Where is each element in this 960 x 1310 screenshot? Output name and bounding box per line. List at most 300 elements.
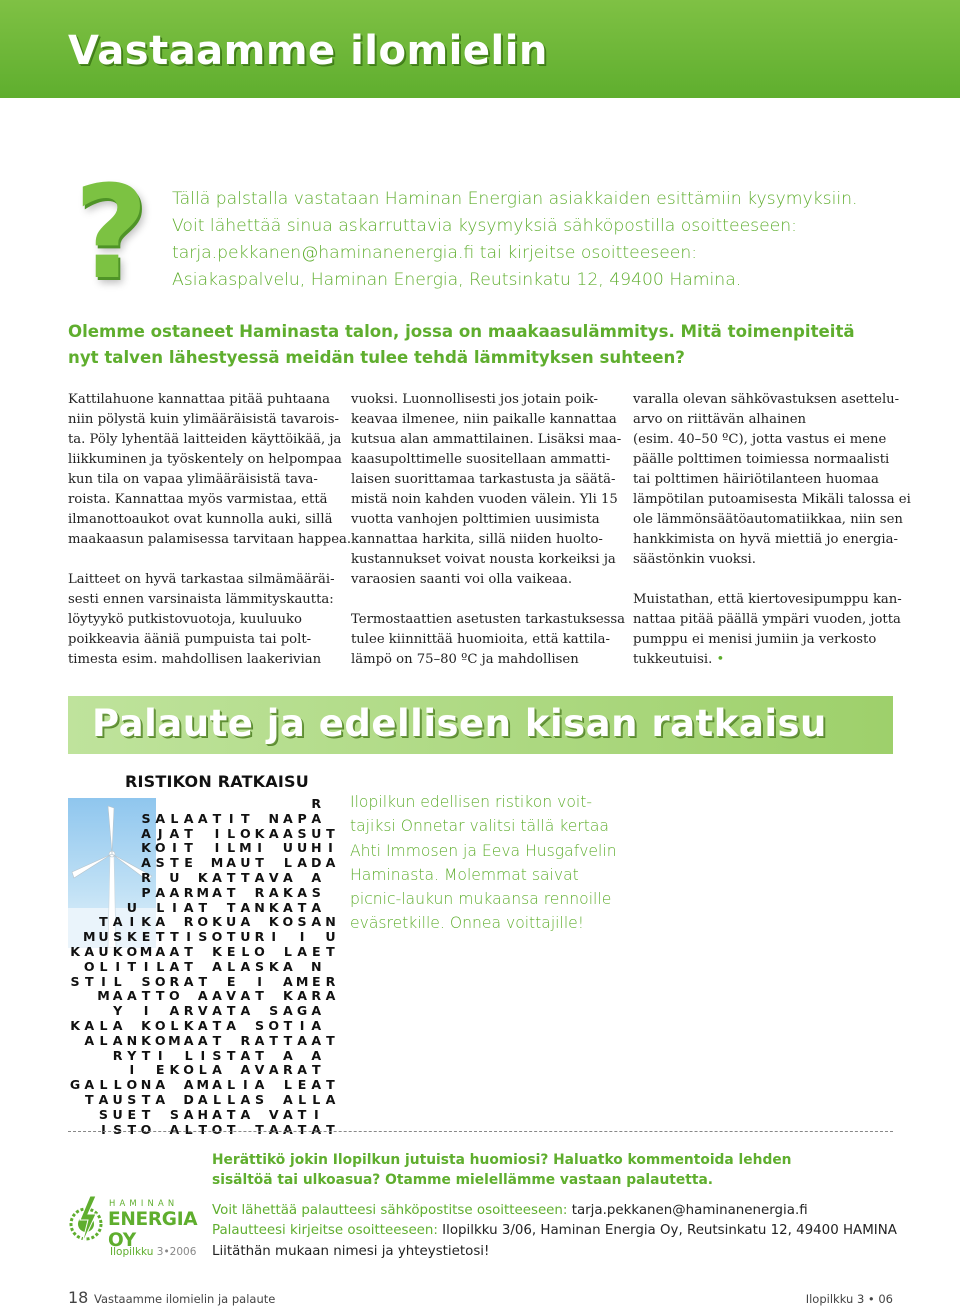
crossword-row [68,1077,335,1093]
crossword-cell [68,812,82,827]
crossword-cell [125,871,139,886]
crossword-cell: A [183,1077,194,1093]
crossword-cell [295,1049,309,1064]
answer-line: lämpötilan putoamisesta Mikäli talossa ei [633,492,911,507]
crossword-cell: A [212,1106,222,1122]
crossword-cell: K [141,1032,151,1048]
crossword-cell: O [169,988,180,1004]
crossword-cell: E [297,1077,307,1093]
crossword-cell [125,841,139,856]
crossword-cell: I [257,840,262,856]
crossword-cell: V [268,1106,279,1122]
crossword-cell: P [141,884,151,900]
answer-line: vuotta vanhojen polttimien uusimista [351,512,600,527]
crossword-cell: A [297,943,307,959]
crossword-cell: A [126,988,137,1004]
crossword-row [68,1121,335,1138]
crossword-cell: U [98,943,109,959]
crossword-cell: K [283,884,293,900]
crossword-cell [281,930,295,945]
crossword-cell: D [311,855,322,871]
crossword-cell: K [183,1017,194,1033]
crossword-cell: R [325,973,336,989]
crossword-cell: S [254,958,265,974]
crossword-cell: A [311,1077,322,1093]
crossword-cell [111,812,125,827]
answer-line: tulee kiinnittää huomioita, että kattila- [351,632,610,647]
dashed-divider [68,1131,893,1132]
answer-line: nattaa pitää päällä ympäri vuoden, jotta [633,612,901,627]
crossword-cell: A [254,1077,265,1093]
crossword-cell: U [112,1106,123,1122]
crossword-cell: T [255,855,264,871]
crossword-cell: A [297,1032,307,1048]
feedback-heading-line: sisältöä tai ulkoasua? Otamme mielellämme vastaan palautetta. [212,1172,713,1188]
crossword-cell [210,901,224,916]
crossword-cell: L [170,810,179,826]
crossword-cell [82,841,96,856]
crossword-cell: A [212,884,222,900]
crossword-cell: K [141,840,151,856]
crossword-cell: J [157,825,163,841]
crossword-cell: O [126,1077,138,1093]
crossword-cell: T [198,899,208,915]
crossword-cell [267,989,281,1004]
crossword-cell: L [99,958,108,974]
crossword-cell: A [212,958,222,974]
crossword-cell: T [269,1032,279,1048]
crossword-cell [281,797,295,812]
crossword-cell: T [297,1106,307,1122]
crossword-cell: I [172,840,177,856]
crossword-cell: T [226,1121,236,1137]
crossword-cell: K [126,929,137,945]
answer-line: löytyykö putkistovuotoja, kuuluuko [68,612,302,627]
crossword-cell: R [183,914,194,930]
answer-line: maakaasun palamisessa tarvitaan happea. [68,532,352,547]
crossword-cell [267,856,281,871]
crossword-cell: T [226,929,236,945]
header-banner [0,0,960,98]
crossword-cell: M [239,840,252,856]
crossword-cell [68,1063,82,1078]
crossword-cell [182,871,196,886]
crossword-row [68,1032,335,1049]
crossword-cell [224,1034,238,1049]
page-footer [68,1288,893,1308]
crossword-cell: R [240,1032,251,1048]
crossword-cell: S [254,1091,265,1107]
section-title: Palaute ja edellisen kisan ratkaisu [92,702,827,745]
answer-line: mistä noin kahden vuoden välein. Yli 15 [351,492,618,507]
answer-line: (esim. 40–50 ºC), jotta vastus ei mene [633,432,887,447]
crossword-cell [82,886,96,901]
crossword-cell: A [268,1121,279,1137]
crossword-cell: I [115,958,120,974]
answer-column-2 [351,390,626,670]
crossword-cell: U [98,929,109,945]
feedback-email-link[interactable]: tarja.pekkanen@haminanenergia.fi [571,1203,808,1218]
crossword-cell: M [295,973,309,989]
crossword-cell: K [268,958,279,974]
crossword-cell: T [84,1091,94,1107]
crossword-cell: S [127,1091,137,1107]
crossword-cell: A [98,1091,109,1107]
crossword-cell: A [311,1047,322,1063]
crossword-cell [196,827,210,842]
crossword-cell: L [283,855,292,871]
crossword-cell: E [226,943,236,959]
crossword-cell: L [99,1077,108,1093]
crossword-cell [153,797,167,812]
page-number: 18 [68,1288,89,1307]
crossword-cell: T [297,1121,307,1137]
answer-line: niin pölystä kuin ylimääräisistä tavarois- [68,412,339,427]
crossword-cell: T [155,929,165,945]
feedback-email-row [212,1201,902,1221]
crossword-cell: S [113,1121,123,1137]
crossword-row [68,840,333,856]
logo-line-1: HAMINAN [109,1198,179,1208]
crossword-cell [238,886,252,901]
crossword-cell [182,989,196,1004]
crossword-cell [267,1093,281,1108]
crossword-cell: A [212,1062,222,1078]
crossword-cell: M [196,884,210,900]
crossword-cell: A [240,914,251,930]
crossword-cell: L [283,1077,292,1093]
crossword-cell: I [271,929,277,945]
answer-line: timesta esim. mahdollisen laakerivian [68,652,322,667]
end-bullet-icon: • [716,652,725,667]
intro-line: Voit lähettää sinua askarruttavia kysymyksiä sähköpostilla osoitteeseen: [172,216,797,236]
question-line: nyt talven lähestyessä meidän tulee tehdä lämmityksen suhteen? [68,348,685,367]
crossword-cell: N [325,914,336,930]
crossword-cell: D [183,1091,194,1107]
crossword-cell: A [84,943,95,959]
crossword-cell: P [297,810,307,826]
crossword-cell: I [299,929,305,945]
crossword-cell [153,1123,167,1138]
crossword-cell: I [214,840,220,856]
crossword-row [68,886,328,901]
crossword-cell: A [155,884,166,900]
crossword-cell [210,975,224,990]
crossword-cell: K [141,1017,151,1033]
crossword-cell [139,797,153,812]
crossword-cell: G [69,1077,81,1093]
crossword-cell [111,841,125,856]
crossword-cell: A [212,988,222,1004]
crossword-cell: A [84,1017,95,1033]
crossword-cell: O [239,825,251,841]
crossword-title: RISTIKON RATKAISU [125,772,309,791]
feedback-heading [212,1150,902,1190]
crossword-cell: T [212,1032,222,1048]
crossword-cell: A [141,855,151,871]
feedback-heading-line: Herättikö jokin Ilopilkun jutuista huomiosi? Haluatko kommentoida lehden [212,1152,792,1168]
crossword-cell: S [212,1047,222,1063]
crossword-cell: T [226,1047,236,1063]
crossword-cell: L [312,1091,321,1107]
crossword-row [68,855,336,871]
crossword-cell: U [169,869,180,885]
crossword-cell: T [226,899,236,915]
winners-line: eväsretkille. Onnea voittajille! [350,914,585,933]
crossword-cell: L [99,1032,108,1048]
crossword-cell: T [212,810,222,826]
crossword-cell: G [296,1003,308,1019]
crossword-cell [111,871,125,886]
crossword-cell: I [257,973,262,989]
crossword-cell: T [241,869,250,885]
crossword-cell: A [297,855,307,871]
footer-issue: Ilopilkku 3 • 06 [805,1292,893,1306]
crossword-cell [252,1108,266,1123]
footer-section: Vastaamme ilomielin ja palaute [94,1292,276,1306]
crossword-cell [267,975,281,990]
crossword-cell: L [156,958,165,974]
crossword-cell: L [212,1091,221,1107]
crossword-cell: T [170,855,179,871]
crossword-cell: A [325,988,336,1004]
crossword-cell: S [169,1106,179,1122]
crossword-cell: K [254,825,265,841]
crossword-cell [68,1123,82,1138]
crossword-row [68,943,335,960]
answer-line: kustannukset voivat nousta korkeiksi ja [351,552,616,567]
crossword-cell: A [268,884,279,900]
crossword-cell: L [241,943,250,959]
crossword-cell: U [126,899,137,915]
section-banner [68,696,893,754]
crossword-cell [68,871,82,886]
crossword-cell: U [296,840,308,856]
crossword-cell: I [200,1047,206,1063]
crossword-cell [82,915,96,930]
crossword-cell [96,797,110,812]
feedback-note: Liitäthän mukaan nimesi ja yhteystietosi! [212,1243,490,1259]
crossword-cell: O [83,958,95,974]
crossword-cell: U [311,825,322,841]
crossword-cell: U [282,840,294,856]
crossword-cell [125,975,139,990]
crossword-cell: U [325,929,336,945]
crossword-cell: O [154,1017,166,1033]
crossword-cell: S [311,884,321,900]
crossword-cell [167,1078,181,1093]
crossword-cell: O [197,914,209,930]
crossword-cell: T [326,825,335,841]
crossword-cell [196,945,210,960]
crossword-cell [68,1049,82,1064]
crossword-cell [68,1034,82,1049]
crossword-cell: R [141,869,151,885]
crossword-cell: A [311,1017,322,1033]
crossword-cell: A [169,958,180,974]
crossword-cell: A [212,1077,222,1093]
crossword-cell: V [197,1003,208,1019]
crossword-cell: R [311,796,322,811]
crossword-cell [96,1049,110,1064]
crossword-cell: I [143,1003,149,1019]
crossword-cell: A [141,825,151,841]
crossword-cell [111,1063,125,1078]
crossword-cell: O [254,943,265,959]
crossword-cell: U [240,929,251,945]
crossword-cell [111,797,125,812]
crossword-cell: A [183,1106,194,1122]
crossword-cell: A [155,914,166,930]
answer-line: kannattaa harkita, sillä niiden huolto- [351,532,603,547]
crossword-cell [139,901,153,916]
crossword-cell [82,1108,96,1123]
crossword-cell: A [169,943,180,959]
reader-question [68,319,908,371]
crossword-cell: K [212,943,222,959]
crossword-cell: A [297,1062,307,1078]
crossword-cell [125,1019,139,1034]
crossword-cell: A [183,1032,194,1048]
crossword-cell: T [226,869,236,885]
answer-line: Kattilahuone kannattaa pitää puhtaana [68,392,330,407]
crossword-cell: M [97,988,110,1004]
crossword-cell [238,797,252,812]
crossword-cell [125,1004,139,1019]
feedback-post-address: Ilopilkku 3/06, Haminan Energia Oy, Reutsinkatu 12, 49400 HAMINA [442,1223,897,1239]
crossword-cell [68,797,82,812]
crossword-cell: I [328,840,333,856]
crossword-cell: Y [113,1003,123,1019]
crossword-cell [96,856,110,871]
intro-text [172,186,912,294]
crossword-cell: T [184,943,193,959]
crossword-cell: L [184,1121,193,1137]
crossword-cell [238,1123,252,1138]
crossword-cell [82,1063,96,1078]
crossword-cell [68,930,82,945]
crossword-cell: T [283,1017,293,1033]
crossword-cell: I [299,1017,305,1033]
crossword-cell: T [141,988,151,1004]
crossword-cell: A [283,1121,293,1137]
crossword-cell: A [197,1032,208,1048]
crossword-cell [82,1049,96,1064]
crossword-cell: S [297,825,307,841]
crossword-cell: A [283,825,293,841]
crossword-cell [125,797,139,812]
crossword-cell: T [283,1032,293,1048]
answer-line: kutsua alan ammattilainen. Lisäksi maa- [351,432,622,447]
crossword-cell: S [141,973,151,989]
crossword-cell: A [283,1003,293,1019]
crossword-cell [111,901,125,916]
crossword-cell: L [227,840,236,856]
crossword-cell: A [283,1047,293,1063]
crossword-cell: A [112,1032,123,1048]
crossword-cell: A [155,810,166,826]
answer-line: arvo on riittävän alhainen [633,412,807,427]
crossword-cell: A [254,869,265,885]
crossword-cell: S [198,929,208,945]
crossword-cell: O [282,914,294,930]
crossword-cell: T [255,1121,264,1137]
crossword-cell: A [268,1062,279,1078]
crossword-cell [82,901,96,916]
crossword-cell: A [240,1062,251,1078]
crossword-cell: M [168,1032,181,1048]
crossword-cell [68,827,82,842]
crossword-cell: K [169,1062,180,1078]
crossword-cell [167,915,181,930]
crossword-cell: T [141,1091,151,1107]
winners-line: Ilopilkun edellisen ristikon voit- [350,793,592,811]
crossword-cell: A [169,825,180,841]
crossword-cell [82,989,96,1004]
crossword-cell: O [268,1017,280,1033]
crossword-cell [68,1004,82,1019]
crossword-cell: L [184,1047,193,1063]
crossword-cell: T [297,899,307,915]
crossword-cell [224,1063,238,1078]
crossword-cell [96,1004,110,1019]
crossword-cell [153,1004,167,1019]
crossword-cell: L [198,1062,207,1078]
crossword-cell: L [113,1077,122,1093]
crossword-cell: M [139,943,153,959]
crossword-cell [96,812,110,827]
crossword-cell: V [254,1062,265,1078]
crossword-row [68,825,335,842]
crossword-row [68,988,336,1004]
crossword-cell: K [141,914,151,930]
crossword-cell: T [184,840,193,856]
crossword-cell [196,797,210,812]
crossword-cell: I [129,914,135,930]
answer-line: ta. Pöly lyhentää laitteiden käyttöikää, ja [68,432,342,447]
crossword-cell: I [172,899,177,915]
crossword-cell [68,989,82,1004]
crossword-cell: T [326,1032,335,1048]
crossword-cell: T [198,1121,208,1137]
crossword-cell: T [212,1017,222,1033]
crossword-cell: R [183,1003,194,1019]
answer-line: varaosien saanti voi olla vaikeaa. [351,572,573,587]
crossword-cell: A [283,1091,293,1107]
crossword-cell: S [70,973,80,989]
crossword-cell: R [183,884,194,900]
crossword-cell: A [226,855,237,871]
crossword-cell: A [197,810,208,826]
crossword-cell: L [99,1017,108,1033]
crossword-cell: A [155,1091,166,1107]
crossword-cell: I [243,1077,248,1093]
crossword-cell: L [113,973,122,989]
crossword-cell: R [283,1062,293,1078]
crossword-cell: I [228,810,234,826]
crossword-cell: A [169,884,180,900]
crossword-row [68,1091,336,1108]
answer-line: hankkimista on hyvä miettiä jo energia- [633,532,898,547]
crossword-cell: A [283,899,293,915]
answer-line: poikkeavia ääniä pumpuista tai polt- [68,632,312,647]
crossword-cell [68,841,82,856]
crossword-cell: E [127,1106,137,1122]
crossword-cell: T [184,825,193,841]
crossword-cell [111,856,125,871]
answer-line: päälle polttimen toimiessa normaalisti [633,452,890,467]
crossword-cell [153,871,167,886]
